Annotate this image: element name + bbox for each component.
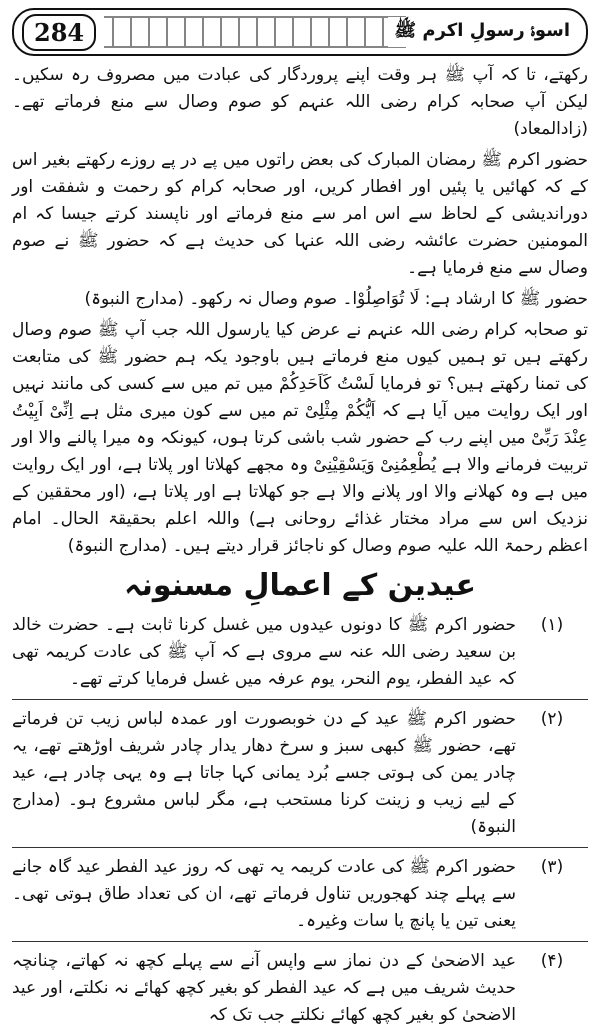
page-body <box>12 62 588 1029</box>
numbered-item <box>12 612 588 693</box>
item-number: (۴) <box>540 951 564 971</box>
item-divider <box>12 847 588 848</box>
numbered-item <box>12 706 588 841</box>
paragraph: حضور اکرم ﷺ رمضان المبارک کی بعض راتوں میں پے در پے روزے رکھتے بغیر اس کے کہ کھائیں یا پئیں اور افطار کریں، اور صحابہ کرام کو رحمت و شفقت اور دوراندیشی کے لحاظ سے اس امر سے منع فرماتے اور ناپسند کرتے جیسا کہ ام المومنین حضرت عائشہ رضی اللہ عنہا کی حدیث ہے کہ حضور ﷺ نے صوم وصال سے منع فرمایا ہے۔ <box>12 150 588 278</box>
item-text: عید الاضحیٰ کے دن نماز سے واپس آنے سے پہلے کچھ نہ کھاتے، چنانچہ حدیث شریف میں ہے کہ عید الفطر کو بغیر کچھ کھائے نہ نکلتے، اور عید الاضحیٰ کو بغیر کچھ کھائے نکلتے جب تک کہ <box>12 951 516 1025</box>
item-text: حضور اکرم ﷺ عید کے دن خوبصورت اور عمدہ لباس زیب تن فرماتے تھے، حضور ﷺ کبھی سبز و سرخ دھار یدار چادر شریف اوڑھتے تھے، یہ چادر یمن کی ہوتی جسے بُرد یمانی کہا جاتا ہے وہ یہی چادر ہے، عید کے لیے زیب و زینت کرنا مستحب ہے، مگر لباس مشروع ہو۔ (مدارج النبوۃ) <box>12 709 516 837</box>
numbered-item <box>12 948 588 1029</box>
header-ornament <box>104 16 406 48</box>
item-number: (۱) <box>540 615 564 635</box>
item-number: (۲) <box>540 709 564 729</box>
item-text: حضور اکرم ﷺ کی عادت کریمہ یہ تھی کہ روز عید الفطر عید گاہ جانے سے پہلے چند کھجوریں تناول فرماتے تھے، ان کی تعداد طاق ہوتی تھی۔ یعنی تین یا پانچ یا سات وغیرہ۔ <box>12 857 516 931</box>
page-header <box>12 8 588 56</box>
item-divider <box>12 941 588 942</box>
paragraph: حضور ﷺ کا ارشاد ہے: لَا تُوَاصِلُوْا۔ صوم وصال نہ رکھو۔ (مدارج النبوۃ) <box>84 289 588 309</box>
book-title: اسوۂ رسولِ اکرم ﷺ <box>388 17 576 47</box>
item-number: (۳) <box>540 857 564 877</box>
section-heading: عیدین کے اعمالِ مسنونہ <box>124 568 476 603</box>
page-number: 284 <box>22 14 96 51</box>
item-divider <box>12 699 588 700</box>
paragraph: رکھتے، تا کہ آپ ﷺ ہر وقت اپنے پروردگار کی عبادت میں مصروف رہ سکیں۔ لیکن آپ صحابہ کرام رضی اللہ عنہم کو صوم وصال سے منع فرماتے تھے۔ (زادالمعاد) <box>12 65 588 139</box>
paragraph: تو صحابہ کرام رضی اللہ عنہم نے عرض کیا یارسول اللہ جب آپ ﷺ صوم وصال رکھتے ہیں تو ہمیں کیوں منع فرماتے ہیں باوجود یکہ ہم حضور ﷺ کی متابعت کی تمنا رکھتے ہیں؟ تو فرمایا لَسْتُ کَاَحَدِکُمْ میں تم میں سے کسی کی مانند نہیں اور ایک روایت میں آیا ہے کہ اَیُّکُمْ مِثْلِیْ تم میں سے کون میری مثل ہے اِنِّیْ اَبِیْتُ عِنْدَ رَبِّیْ میں اپنے رب کے حضور شب باشی کرتا ہوں، کیونکہ وہ میرا پالنے والا اور تربیت فرمانے والا ہے یُطْعِمُنِیْ وَیَسْقِیْنِیْ وہ مجھے کھلاتا اور پلاتا ہے، اور ایک روایت میں ہے وہ کھلانے والا اور پلانے والا ہے جو کھلاتا ہے اور پلاتا ہے، (اور محققین کے نزدیک اس سے مراد مختار غذائے روحانی ہے) واللہ اعلم بحقیقۃ الحال۔ امام اعظم رحمۃ اللہ علیہ صوم وصال کو ناجائز قرار دیتے ہیں۔ (مدارج النبوۃ) <box>12 320 588 556</box>
numbered-item <box>12 854 588 935</box>
item-text: حضور اکرم ﷺ کا دونوں عیدوں میں غسل کرنا ثابت ہے۔ حضرت خالد بن سعید رضی اللہ عنہ سے مروی ہے کہ آپ ﷺ کی عادت کریمہ تھی کہ عید الفطر، یوم النحر، یوم عرفہ میں غسل فرمایا کرتے تھے۔ <box>12 615 516 689</box>
